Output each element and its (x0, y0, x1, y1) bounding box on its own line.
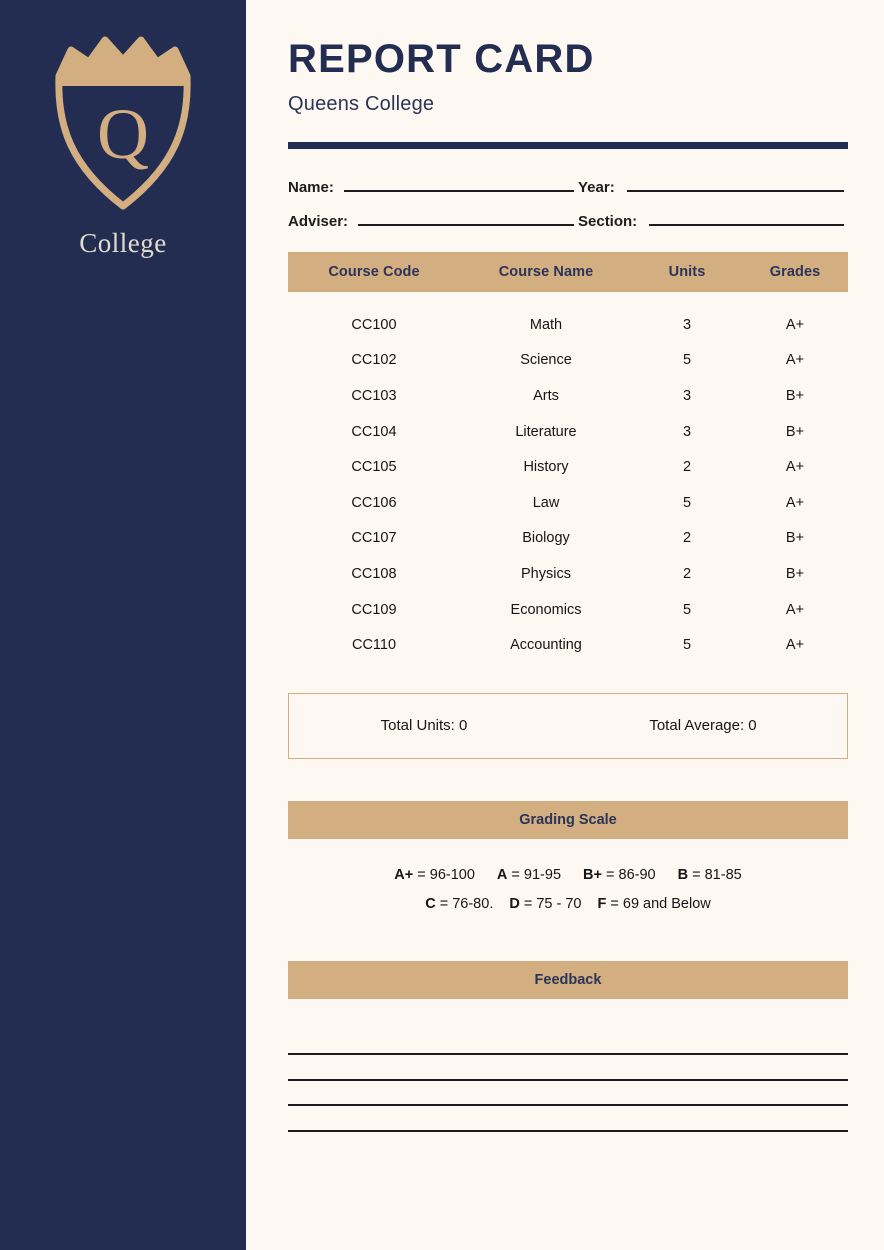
grade-cell: A+ (785, 637, 805, 654)
feedback-line[interactable] (288, 1106, 848, 1132)
units-cell: 2 (682, 530, 692, 547)
units-cell: 5 (682, 601, 692, 618)
grading-scale-item (425, 890, 493, 919)
sidebar (0, 0, 246, 1250)
units-cell: 2 (682, 565, 692, 582)
course-name-cell: Science (520, 352, 572, 369)
table-row (288, 521, 848, 557)
feedback-line[interactable] (288, 1055, 848, 1081)
grading-scale-body (288, 861, 848, 919)
feedback-line[interactable] (288, 1081, 848, 1107)
grading-scale-range: = 75 - 70 (519, 895, 582, 912)
course-code-cell: CC105 (351, 459, 397, 476)
name-field-blank[interactable] (344, 176, 574, 192)
grading-scale-item (497, 861, 561, 890)
total-average-value: Total Average: 0 (649, 717, 757, 735)
sidebar-wordmark: College (79, 228, 167, 258)
grade-cell: B+ (785, 530, 805, 547)
grading-scale-grade: D (509, 895, 520, 912)
year-field[interactable] (578, 176, 848, 196)
column-header-course-name: Course Name (498, 264, 594, 280)
grade-cell: B+ (785, 423, 805, 440)
grading-scale-line-1 (288, 861, 848, 890)
totals-box (288, 693, 848, 759)
name-field-label: Name: (288, 179, 334, 196)
feedback-banner: Feedback (288, 961, 848, 999)
year-field-label: Year: (578, 179, 615, 196)
grading-scale-grade: B+ (583, 866, 602, 883)
column-header-course-code: Course Code (328, 264, 420, 280)
grade-cell: B+ (785, 565, 805, 582)
table-row (288, 627, 848, 663)
table-row (288, 449, 848, 485)
grading-scale-grade: A (496, 866, 508, 883)
table-row (288, 307, 848, 343)
student-info-fields (288, 176, 848, 230)
units-cell: 5 (682, 494, 692, 511)
course-code-cell: CC103 (351, 387, 397, 404)
course-code-cell: CC106 (351, 494, 397, 511)
grading-scale-range: = 91-95 (507, 866, 562, 883)
units-cell: 3 (682, 387, 692, 404)
table-body (288, 292, 848, 663)
adviser-field-label: Adviser: (288, 213, 349, 230)
section-field-label: Section: (578, 213, 638, 230)
column-header-grades: Grades (769, 264, 821, 280)
course-code-cell: CC108 (351, 565, 397, 582)
course-code-cell: CC107 (351, 530, 397, 547)
course-code-cell: CC104 (351, 423, 397, 440)
course-name-cell: Economics (510, 601, 582, 618)
main-content (246, 0, 884, 1250)
table-row (288, 556, 848, 592)
units-cell: 3 (682, 316, 692, 333)
course-name-cell: History (523, 459, 569, 476)
field-row-2 (288, 210, 848, 230)
grading-scale-item (598, 890, 711, 919)
name-field[interactable] (288, 176, 578, 196)
adviser-field-blank[interactable] (358, 210, 574, 226)
course-code-cell: CC109 (351, 601, 397, 618)
grade-cell: B+ (785, 387, 805, 404)
grading-scale-grade: F (597, 895, 607, 912)
units-cell: 5 (682, 637, 692, 654)
course-code-cell: CC100 (351, 316, 397, 333)
grading-scale-range: = 81-85 (688, 866, 742, 883)
table-row (288, 414, 848, 450)
shield-crest-icon (49, 30, 197, 222)
grading-scale-grade: A+ (394, 866, 414, 883)
courses-table (288, 252, 848, 663)
grading-scale-item (678, 861, 742, 890)
grading-scale-grade: B (677, 866, 689, 883)
crest-letter: Q (97, 94, 149, 174)
grading-scale-item (509, 890, 581, 919)
grading-scale-item (583, 861, 656, 890)
course-name-cell: Biology (522, 530, 570, 547)
course-name-cell: Law (532, 494, 560, 511)
grading-scale-range: = 96-100 (413, 866, 475, 883)
grading-scale-range: = 69 and Below (606, 895, 711, 912)
section-field-blank[interactable] (649, 210, 844, 226)
grading-scale-grade: C (425, 895, 436, 912)
grading-scale-range: = 76-80. (435, 895, 494, 912)
feedback-line[interactable] (288, 1030, 848, 1056)
column-header-units: Units (668, 264, 706, 280)
grade-cell: A+ (785, 316, 805, 333)
course-name-cell: Math (529, 316, 563, 333)
units-cell: 3 (682, 423, 692, 440)
course-code-cell: CC102 (351, 352, 397, 369)
section-field[interactable] (578, 210, 848, 230)
grade-cell: A+ (785, 459, 805, 476)
field-row-1 (288, 176, 848, 196)
grading-scale-item (394, 861, 475, 890)
units-cell: 5 (682, 352, 692, 369)
units-cell: 2 (682, 459, 692, 476)
header-divider (288, 142, 848, 149)
course-name-cell: Literature (515, 423, 577, 440)
course-name-cell: Accounting (510, 637, 582, 654)
table-row (288, 378, 848, 414)
grading-scale-line-2 (288, 890, 848, 919)
table-row (288, 343, 848, 379)
course-code-cell: CC110 (351, 637, 397, 654)
grading-scale-range: = 86-90 (601, 866, 656, 883)
page-subtitle: Queens College (288, 93, 435, 115)
crest-container (0, 30, 246, 222)
feedback-lines (288, 1030, 848, 1132)
course-name-cell: Physics (521, 565, 571, 582)
table-row (288, 592, 848, 628)
grade-cell: A+ (785, 494, 805, 511)
total-units-value: Total Units: 0 (380, 717, 468, 735)
course-name-cell: Arts (533, 387, 559, 404)
year-field-blank[interactable] (627, 176, 844, 192)
page-title: REPORT CARD (288, 37, 595, 81)
table-row (288, 485, 848, 521)
grade-cell: A+ (785, 352, 805, 369)
grade-cell: A+ (785, 601, 805, 618)
table-header-row (288, 252, 848, 292)
adviser-field[interactable] (288, 210, 578, 230)
grading-scale-banner: Grading Scale (288, 801, 848, 839)
